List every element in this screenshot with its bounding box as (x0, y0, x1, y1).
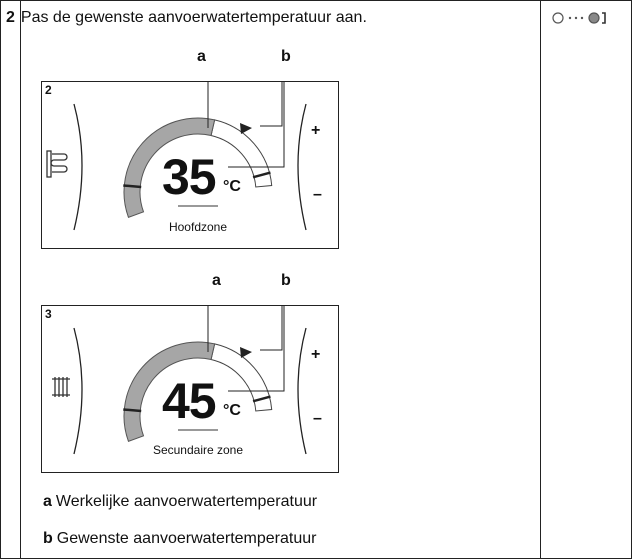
callout-a: a (212, 272, 221, 289)
zone-name: Hoofdzone (168, 220, 228, 234)
step-instruction: Pas de gewenste aanvoerwatertemperatuur aan. (20, 9, 367, 26)
progress-indicator-icon (552, 9, 612, 27)
temperature-value: 35 (162, 149, 216, 205)
plus-button[interactable]: + (311, 122, 321, 139)
temperature-unit: °C (223, 178, 241, 195)
column-divider-right (540, 0, 541, 559)
callout-b: b (281, 48, 291, 65)
legend-text: Werkelijke aanvoerwatertemperatuur (55, 493, 318, 510)
temperature-value: 45 (162, 373, 216, 429)
plus-button[interactable]: + (311, 346, 321, 363)
display-panel-secondary-zone (41, 305, 339, 473)
temperature-unit: °C (223, 402, 241, 419)
callout-b: b (281, 272, 291, 289)
minus-button[interactable]: – (313, 186, 322, 203)
step-number: 2 (6, 9, 15, 26)
legend-key: a (43, 493, 52, 510)
legend-key: b (43, 530, 53, 547)
legend-text: Gewenste aanvoerwatertemperatuur (56, 530, 317, 547)
column-divider-left (20, 0, 21, 559)
panel-number: 3 (45, 307, 52, 321)
minus-button[interactable]: – (313, 410, 322, 427)
legend-item-a (43, 493, 317, 511)
zone-name: Secundaire zone (152, 443, 244, 457)
callout-a: a (197, 48, 206, 65)
panel-number: 2 (45, 83, 52, 97)
legend-item-b (43, 530, 316, 548)
display-panel-main-zone (41, 81, 339, 249)
step-row (6, 9, 367, 27)
